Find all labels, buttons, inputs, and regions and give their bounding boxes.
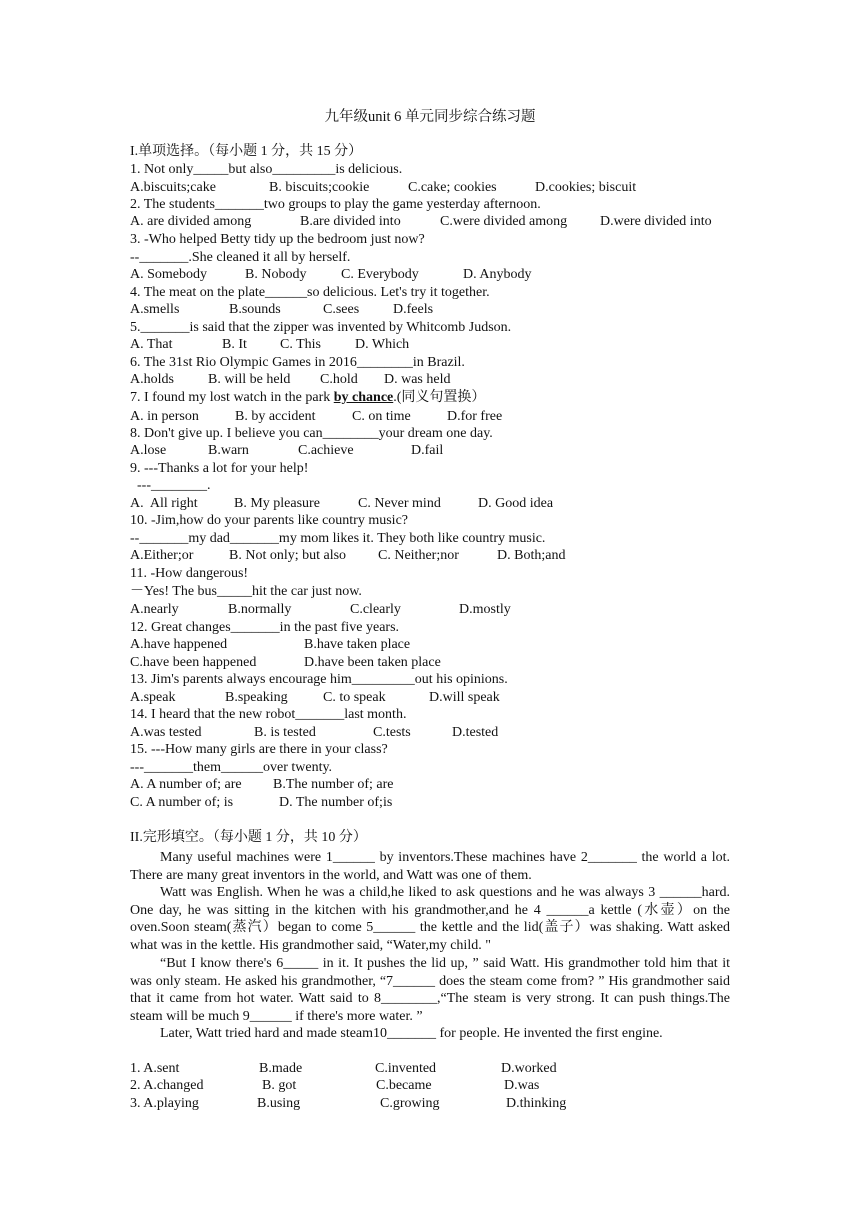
cloze-option-3b: B.using bbox=[257, 1096, 301, 1111]
question-3-answer: --_______.She cleaned it all by herself. bbox=[130, 250, 351, 265]
option-12b: B.have taken place bbox=[304, 637, 411, 652]
option-14a: A.was tested bbox=[130, 725, 202, 740]
question-7-instruction: .(同义句置换） bbox=[393, 390, 486, 405]
question-9-answer: ---________. bbox=[130, 478, 211, 493]
question-10-answer: --_______my dad_______my mom likes it. They both like country music. bbox=[130, 531, 546, 546]
question-4: 4. The meat on the plate______so delicious. Let's try it together. bbox=[130, 285, 490, 300]
cloze-option-2b: B. got bbox=[262, 1078, 297, 1093]
cloze-option-2c: C.became bbox=[376, 1078, 432, 1093]
option-2b: B.are divided into bbox=[300, 214, 401, 229]
option-12a: A.have happened bbox=[130, 637, 228, 652]
option-4c: C.sees bbox=[323, 302, 360, 317]
cloze-paragraph-3: “But I know there's 6_____ in it. It pushes the lid up, ” said Watt. His grandmother told him that it was only steam. He asked his grandmother, “7______ does the steam come from? ” His grandmother said that it came from hot water. Watt said to 8________,“The steam is very strong. It can push things.The steam will be much 9______ if there's more water. ” bbox=[130, 956, 730, 1024]
cloze-option-2d: D.was bbox=[504, 1078, 540, 1093]
question-7-text: 7. I found my lost watch in the park bbox=[130, 390, 334, 405]
option-11a: A.nearly bbox=[130, 602, 179, 617]
option-14b: B. is tested bbox=[254, 725, 316, 740]
option-4a: A.smells bbox=[130, 302, 180, 317]
question-9: 9. ---Thanks a lot for your help! bbox=[130, 461, 309, 476]
cloze-option-1a: 1. A.sent bbox=[130, 1061, 180, 1076]
option-3d: D. Anybody bbox=[463, 267, 532, 282]
option-14c: C.tests bbox=[373, 725, 411, 740]
cloze-option-3c: C.growing bbox=[380, 1096, 440, 1111]
cloze-paragraph-2: Watt was English. When he was a child,he liked to ask questions and he was always 3 ______hard. One day, he was sitting in the kitchen with his grandmother,and he 4 ______a kettle (水壶）on the oven.Soon steam(蒸汽）began to come 5______ the kettle and the lid(盖子）was shaking. Watt asked what was in the kettle. His grandmother said, “Water,my child. " bbox=[130, 885, 730, 953]
option-8b: B.warn bbox=[208, 443, 249, 458]
option-5c: C. This bbox=[280, 337, 321, 352]
option-9c: C. Never mind bbox=[358, 496, 441, 511]
option-5a: A. That bbox=[130, 337, 173, 352]
option-12c: C.have been happened bbox=[130, 655, 257, 670]
option-7c: C. on time bbox=[352, 409, 411, 424]
question-14: 14. I heard that the new robot_______last month. bbox=[130, 707, 407, 722]
option-6c: C.hold bbox=[320, 372, 358, 387]
question-1: 1. Not only_____but also_________is delicious. bbox=[130, 162, 403, 177]
option-7a: A. in person bbox=[130, 409, 199, 424]
page-title: 九年级unit 6 单元同步综合练习题 bbox=[324, 109, 536, 125]
cloze-option-2a: 2. A.changed bbox=[130, 1078, 204, 1093]
option-11c: C.clearly bbox=[350, 602, 401, 617]
option-5d: D. Which bbox=[355, 337, 410, 352]
option-6a: A.holds bbox=[130, 372, 174, 387]
option-6d: D. was held bbox=[384, 372, 451, 387]
option-11b: B.normally bbox=[228, 602, 292, 617]
option-13d: D.will speak bbox=[429, 690, 500, 705]
option-1b: B. biscuits;cookie bbox=[269, 180, 370, 195]
cloze-paragraph-1: Many useful machines were 1______ by inventors.These machines have 2_______ the world a lot. There are many great inventors in the world, and Watt was one of them. bbox=[130, 850, 730, 883]
option-9d: D. Good idea bbox=[478, 496, 554, 511]
option-10c: C. Neither;nor bbox=[378, 548, 459, 563]
option-2c: C.were divided among bbox=[440, 214, 568, 229]
option-4b: B.sounds bbox=[229, 302, 281, 317]
option-1c: C.cake; cookies bbox=[408, 180, 497, 195]
question-13: 13. Jim's parents always encourage him_________out his opinions. bbox=[130, 672, 508, 687]
option-10d: D. Both;and bbox=[497, 548, 566, 563]
question-5: 5._______is said that the zipper was invented by Whitcomb Judson. bbox=[130, 320, 512, 335]
option-2a: A. are divided among bbox=[130, 214, 252, 229]
option-13b: B.speaking bbox=[225, 690, 288, 705]
option-3c: C. Everybody bbox=[341, 267, 419, 282]
option-9a: A. All right bbox=[130, 496, 198, 511]
question-7 bbox=[130, 390, 485, 406]
option-13c: C. to speak bbox=[323, 690, 386, 705]
question-10: 10. -Jim,how do your parents like country music? bbox=[130, 513, 409, 528]
option-12d: D.have been taken place bbox=[304, 655, 441, 670]
question-7-underlined-phrase: by chance bbox=[333, 390, 394, 405]
question-15: 15. ---How many girls are there in your class? bbox=[130, 742, 388, 757]
option-11d: D.mostly bbox=[459, 602, 511, 617]
cloze-option-1b: B.made bbox=[259, 1061, 303, 1076]
option-10b: B. Not only; but also bbox=[229, 548, 347, 563]
option-4d: D.feels bbox=[393, 302, 434, 317]
option-6b: B. will be held bbox=[208, 372, 291, 387]
option-9b: B. My pleasure bbox=[234, 496, 320, 511]
option-3b: B. Nobody bbox=[245, 267, 307, 282]
option-3a: A. Somebody bbox=[130, 267, 207, 282]
cloze-option-1d: D.worked bbox=[501, 1061, 557, 1076]
option-1a: A.biscuits;cake bbox=[130, 180, 216, 195]
cloze-option-3a: 3. A.playing bbox=[130, 1096, 199, 1111]
option-10a: A.Either;or bbox=[130, 548, 194, 563]
option-13a: A.speak bbox=[130, 690, 176, 705]
option-15b: B.The number of; are bbox=[273, 777, 394, 792]
section-heading: I.单项选择。（每小题 1 分，共 15 分） bbox=[130, 144, 363, 159]
question-8: 8. Don't give up. I believe you can________your dream one day. bbox=[130, 426, 493, 441]
option-15c: C. A number of; is bbox=[130, 795, 234, 810]
option-7b: B. by accident bbox=[235, 409, 316, 424]
option-8c: C.achieve bbox=[298, 443, 354, 458]
option-14d: D.tested bbox=[452, 725, 499, 740]
option-7d: D.for free bbox=[447, 409, 503, 424]
option-2d: D.were divided into bbox=[600, 214, 712, 229]
question-2: 2. The students_______two groups to play the game yesterday afternoon. bbox=[130, 197, 541, 212]
option-8d: D.fail bbox=[411, 443, 444, 458]
question-11: 11. -How dangerous! bbox=[130, 566, 249, 581]
option-1d: D.cookies; biscuit bbox=[535, 180, 637, 195]
option-5b: B. It bbox=[222, 337, 247, 352]
option-15a: A. A number of; are bbox=[130, 777, 242, 792]
section-heading: II.完形填空。（每小题 1 分，共 10 分） bbox=[130, 830, 367, 845]
question-12: 12. Great changes_______in the past five years. bbox=[130, 620, 400, 635]
cloze-option-3d: D.thinking bbox=[506, 1096, 567, 1111]
option-15d: D. The number of;is bbox=[279, 795, 393, 810]
question-11-answer: －Yes! The bus_____hit the car just now. bbox=[130, 584, 362, 599]
question-15-answer: ---_______them______over twenty. bbox=[130, 760, 333, 775]
question-3: 3. -Who helped Betty tidy up the bedroom just now? bbox=[130, 232, 425, 247]
question-6: 6. The 31st Rio Olympic Games in 2016________in Brazil. bbox=[130, 355, 465, 370]
option-8a: A.lose bbox=[130, 443, 167, 458]
cloze-option-1c: C.invented bbox=[375, 1061, 437, 1076]
cloze-paragraph-4: Later, Watt tried hard and made steam10_______ for people. He invented the first engine. bbox=[160, 1026, 663, 1041]
